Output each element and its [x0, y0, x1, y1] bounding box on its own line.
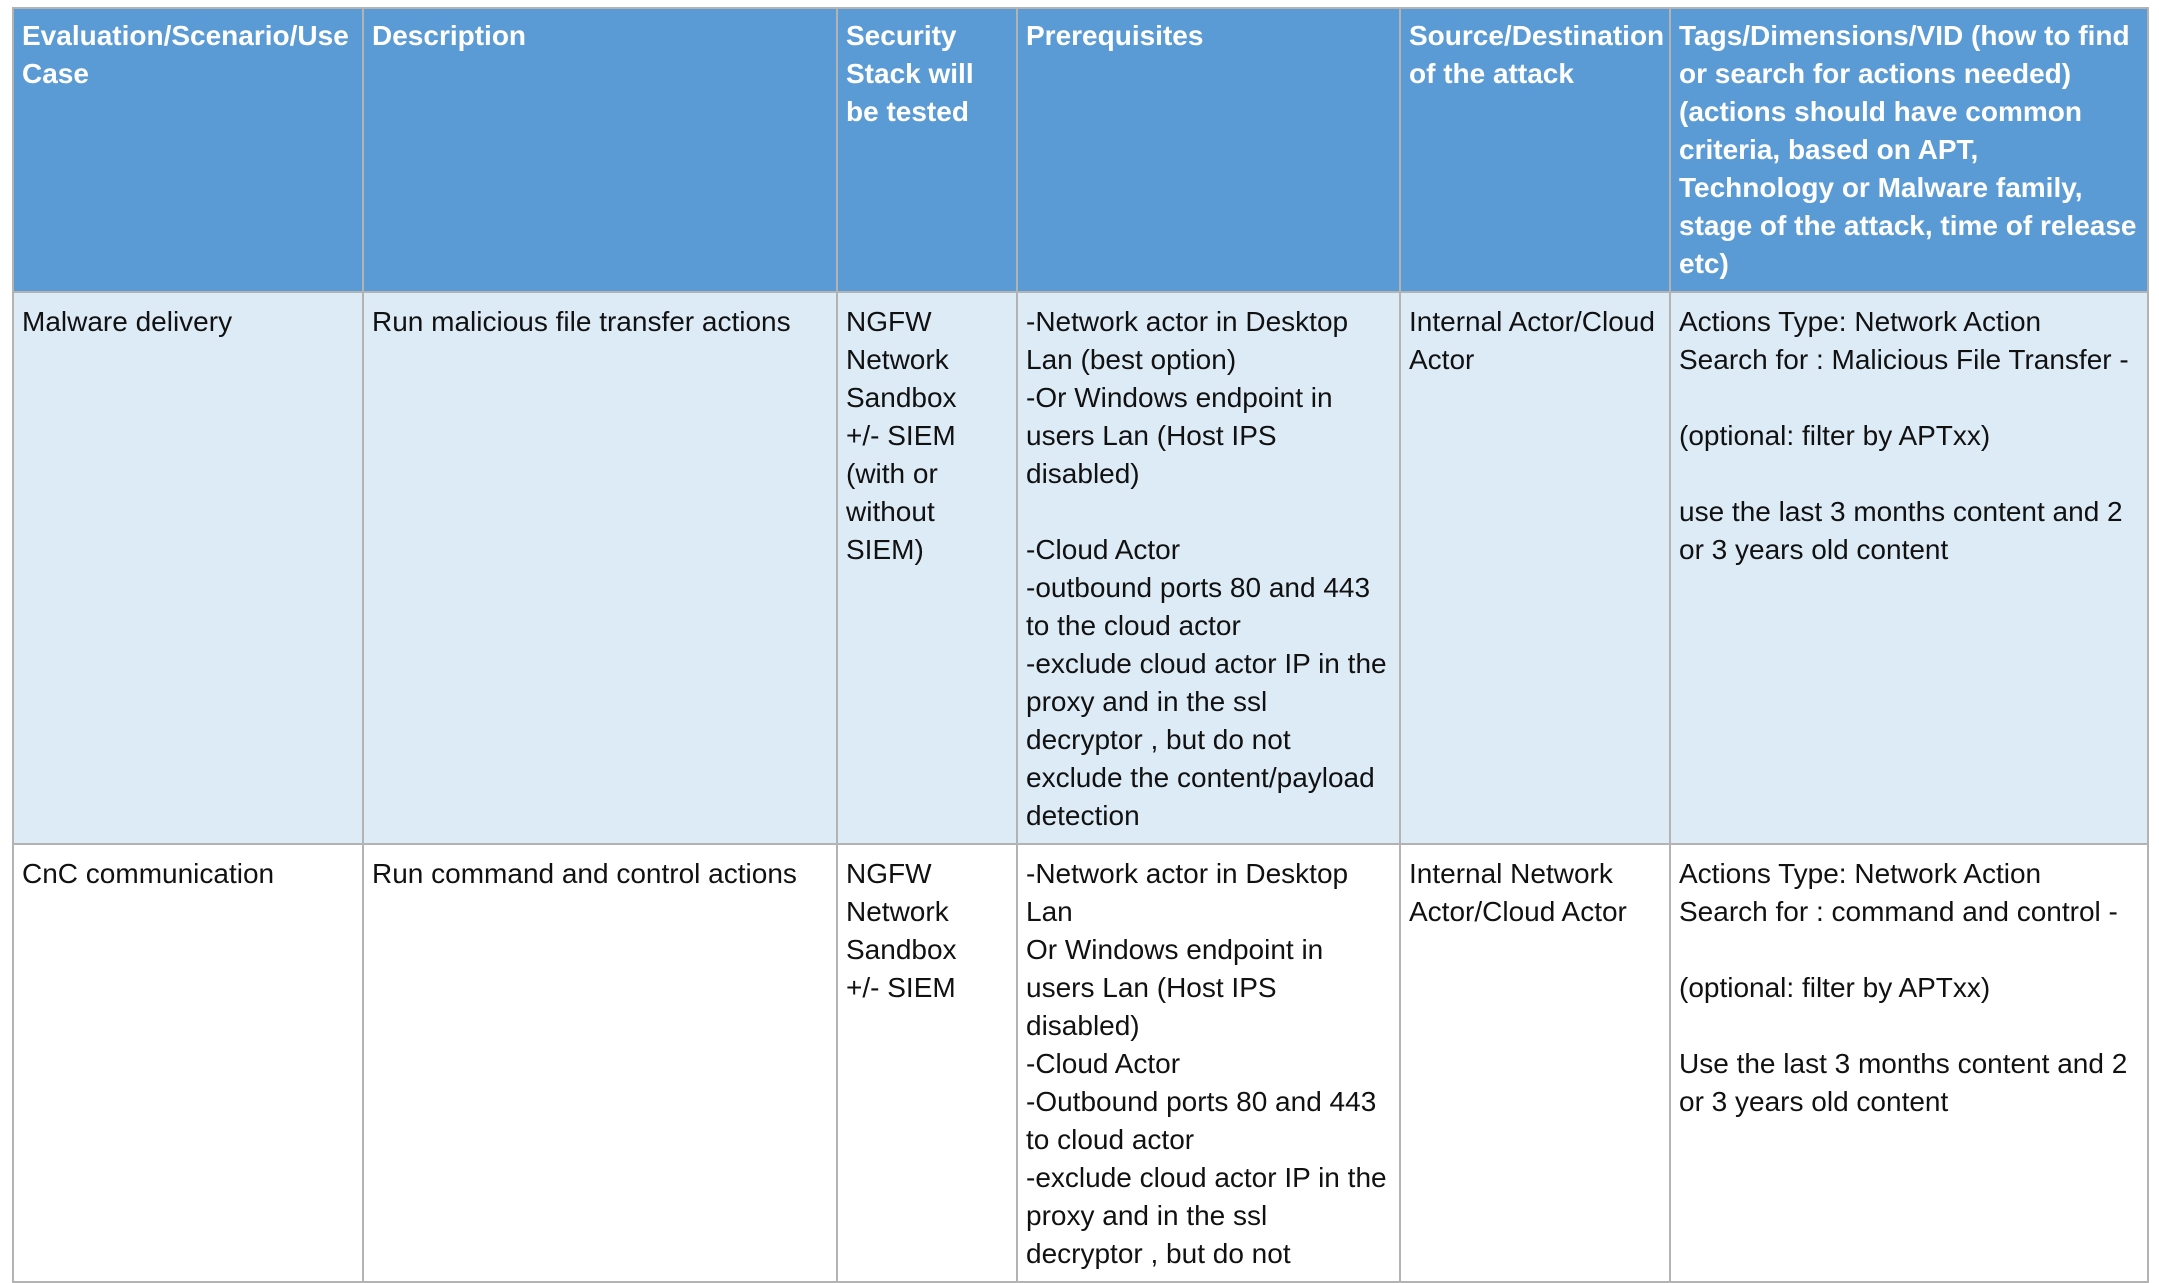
- cell-tags: Actions Type: Network Action Search for : Malicious File Transfer - (optional: filter by APTxx) use the last 3 months content and 2 or 3 years old content: [1670, 292, 2148, 844]
- header-scenario: Evaluation/Scenario/Use Case: [13, 8, 363, 292]
- cell-scenario: CnC communication: [13, 844, 363, 1282]
- header-prerequisites: Prerequisites: [1017, 8, 1400, 292]
- header-security-stack: Security Stack will be tested: [837, 8, 1017, 292]
- cell-scenario: Malware delivery: [13, 292, 363, 844]
- header-source-destination: Source/Destination of the attack: [1400, 8, 1670, 292]
- table-row: [13, 844, 2148, 1282]
- cell-security-stack: NGFW Network Sandbox +/- SIEM (with or without SIEM): [837, 292, 1017, 844]
- cell-description: Run malicious file transfer actions: [363, 292, 837, 844]
- cell-source-destination: Internal Actor/Cloud Actor: [1400, 292, 1670, 844]
- cell-security-stack: NGFW Network Sandbox +/- SIEM: [837, 844, 1017, 1282]
- header-tags: Tags/Dimensions/VID (how to find or search for actions needed) (actions should have common criteria, based on APT, Technology or Malware family, stage of the attack, time of release etc): [1670, 8, 2148, 292]
- header-description: Description: [363, 8, 837, 292]
- header-row: [13, 8, 2148, 292]
- cell-prerequisites: -Network actor in Desktop Lan Or Windows endpoint in users Lan (Host IPS disabled) -Cloud Actor -Outbound ports 80 and 443 to cloud actor -exclude cloud actor IP in the proxy and in the ssl decryptor , but do not: [1017, 844, 1400, 1282]
- table-row: [13, 292, 2148, 844]
- cell-tags: Actions Type: Network Action Search for : command and control - (optional: filter by APTxx) Use the last 3 months content and 2 or 3 years old content: [1670, 844, 2148, 1282]
- cell-source-destination: Internal Network Actor/Cloud Actor: [1400, 844, 1670, 1282]
- cell-description: Run command and control actions: [363, 844, 837, 1282]
- scenario-table: [12, 7, 2149, 1283]
- cell-prerequisites: -Network actor in Desktop Lan (best option) -Or Windows endpoint in users Lan (Host IPS disabled) -Cloud Actor -outbound ports 80 and 443 to the cloud actor -exclude cloud actor IP in the proxy and in the ssl decryptor , but do not exclude the content/payload detection: [1017, 292, 1400, 844]
